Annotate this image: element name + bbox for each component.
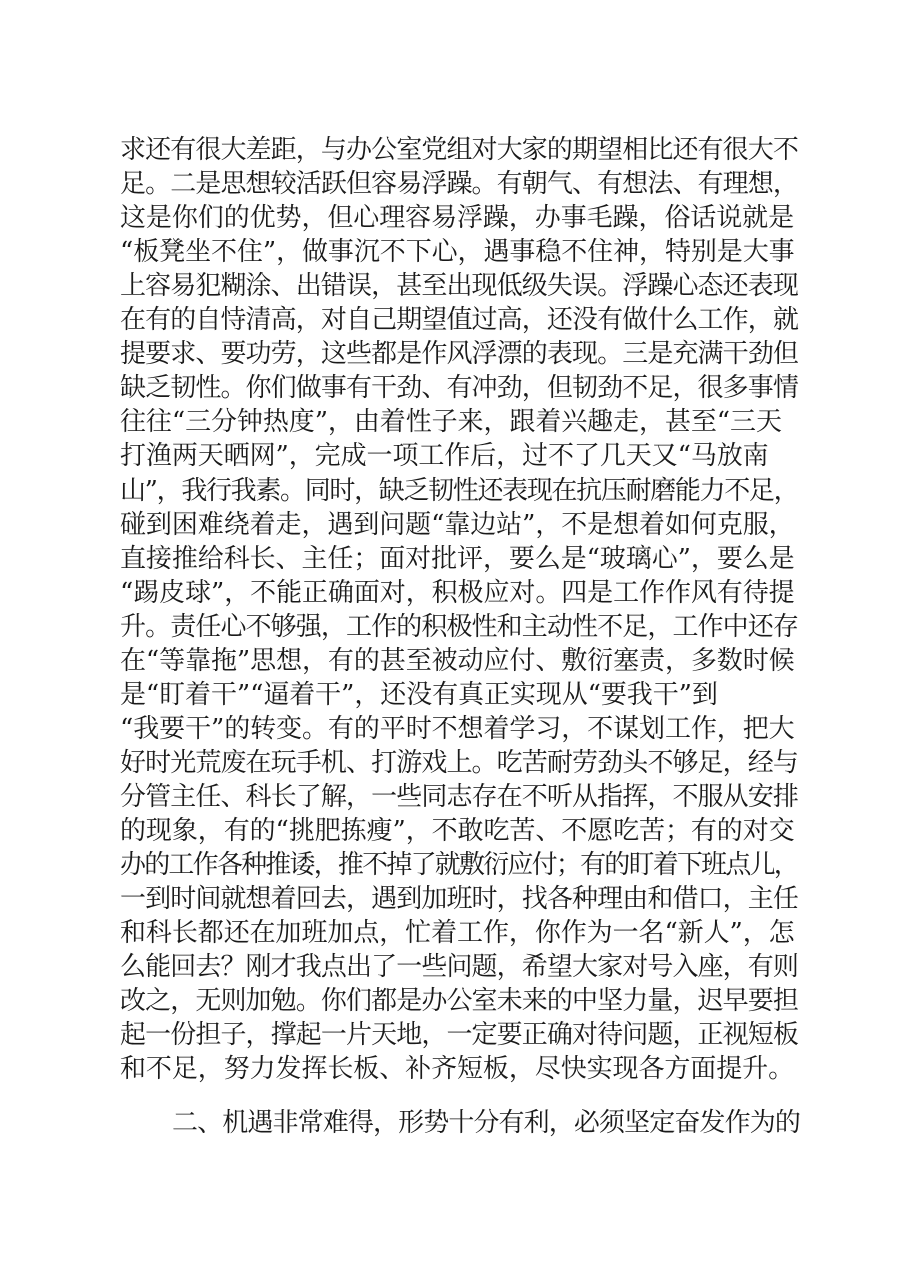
text-line: “板凳坐不住”，做事沉不下心，遇事稳不住神，特别是大事 (120, 237, 795, 268)
text-line: 求还有很大差距，与办公室党组对大家的期望相比还有很大不 (120, 135, 799, 165)
text-line: 直接推给科长、主任；面对批评，要么是“玻璃心”，要么是 (120, 543, 795, 574)
text-line: 起一份担子，撑起一片天地，一定要正确对待问题，正视短板 (120, 1020, 799, 1051)
section-heading: 二、机遇非常难得，形势十分有利，必须坚定奋发作为的 (172, 1108, 801, 1138)
text-line: 是“盯着干”“逼着干”，还没有真正实现从“要我干”到 (120, 679, 718, 710)
text-line: 缺乏韧性。你们做事有干劲、有冲劲，但韧劲不足，很多事情 (120, 373, 799, 404)
text-line: 和不足，努力发挥长板、补齐短板，尽快实现各方面提升。 (120, 1054, 795, 1085)
text-line: 和科长都还在加班加点，忙着工作，你作为一名“新人”，怎 (120, 918, 795, 949)
text-line: 好时光荒废在玩手机、打游戏上。吃苦耐劳劲头不够足，经与 (120, 747, 799, 778)
text-line: 山”，我行我素。同时，缺乏韧性还表现在抗压耐磨能力不足， (120, 475, 799, 506)
text-line: “踢皮球”，不能正确面对，积极应对。四是工作作风有待提 (120, 577, 795, 608)
text-line: 上容易犯糊涂、出错误，甚至出现低级失误。浮躁心态还表现 (120, 271, 799, 302)
text-line: 办的工作各种推诿，推不掉了就敷衍应付；有的盯着下班点儿， (120, 850, 799, 881)
text-line: 打渔两天晒网”，完成一项工作后，过不了几天又“马放南 (120, 441, 769, 472)
text-line: 碰到困难绕着走，遇到问题“靠边站”，不是想着如何克服， (120, 509, 795, 540)
text-line: 这是你们的优势，但心理容易浮躁，办事毛躁，俗话说就是 (120, 203, 795, 234)
text-line: 往往“三分钟热度”，由着性子来，跟着兴趣走，甚至“三天 (120, 407, 782, 438)
text-line: 在有的自恃清高，对自己期望值过高，还没有做什么工作，就 (120, 305, 799, 336)
text-line: 提要求、要功劳，这些都是作风浮漂的表现。三是充满干劲但 (120, 339, 799, 370)
text-line: “我要干”的转变。有的平时不想着学习，不谋划工作，把大 (120, 713, 795, 744)
text-line: 足。二是思想较活跃但容易浮躁。有朝气、有想法、有理想， (120, 169, 799, 200)
text-line: 改之，无则加勉。你们都是办公室未来的中坚力量，迟早要担 (120, 986, 799, 1017)
text-line: 分管主任、科长了解，一些同志存在不听从指挥，不服从安排 (120, 781, 799, 812)
text-line: 的现象，有的“挑肥拣瘦”，不敢吃苦、不愿吃苦；有的对交 (120, 816, 795, 846)
text-line: 一到时间就想着回去，遇到加班时，找各种理由和借口，主任 (120, 884, 799, 915)
text-line: 么能回去？刚才我点出了一些问题，希望大家对号入座，有则 (120, 952, 799, 983)
text-line: 在“等靠拖”思想，有的甚至被动应付、敷衍塞责，多数时候 (120, 645, 795, 676)
text-line: 升。责任心不够强，工作的积极性和主动性不足，工作中还存 (120, 611, 799, 642)
